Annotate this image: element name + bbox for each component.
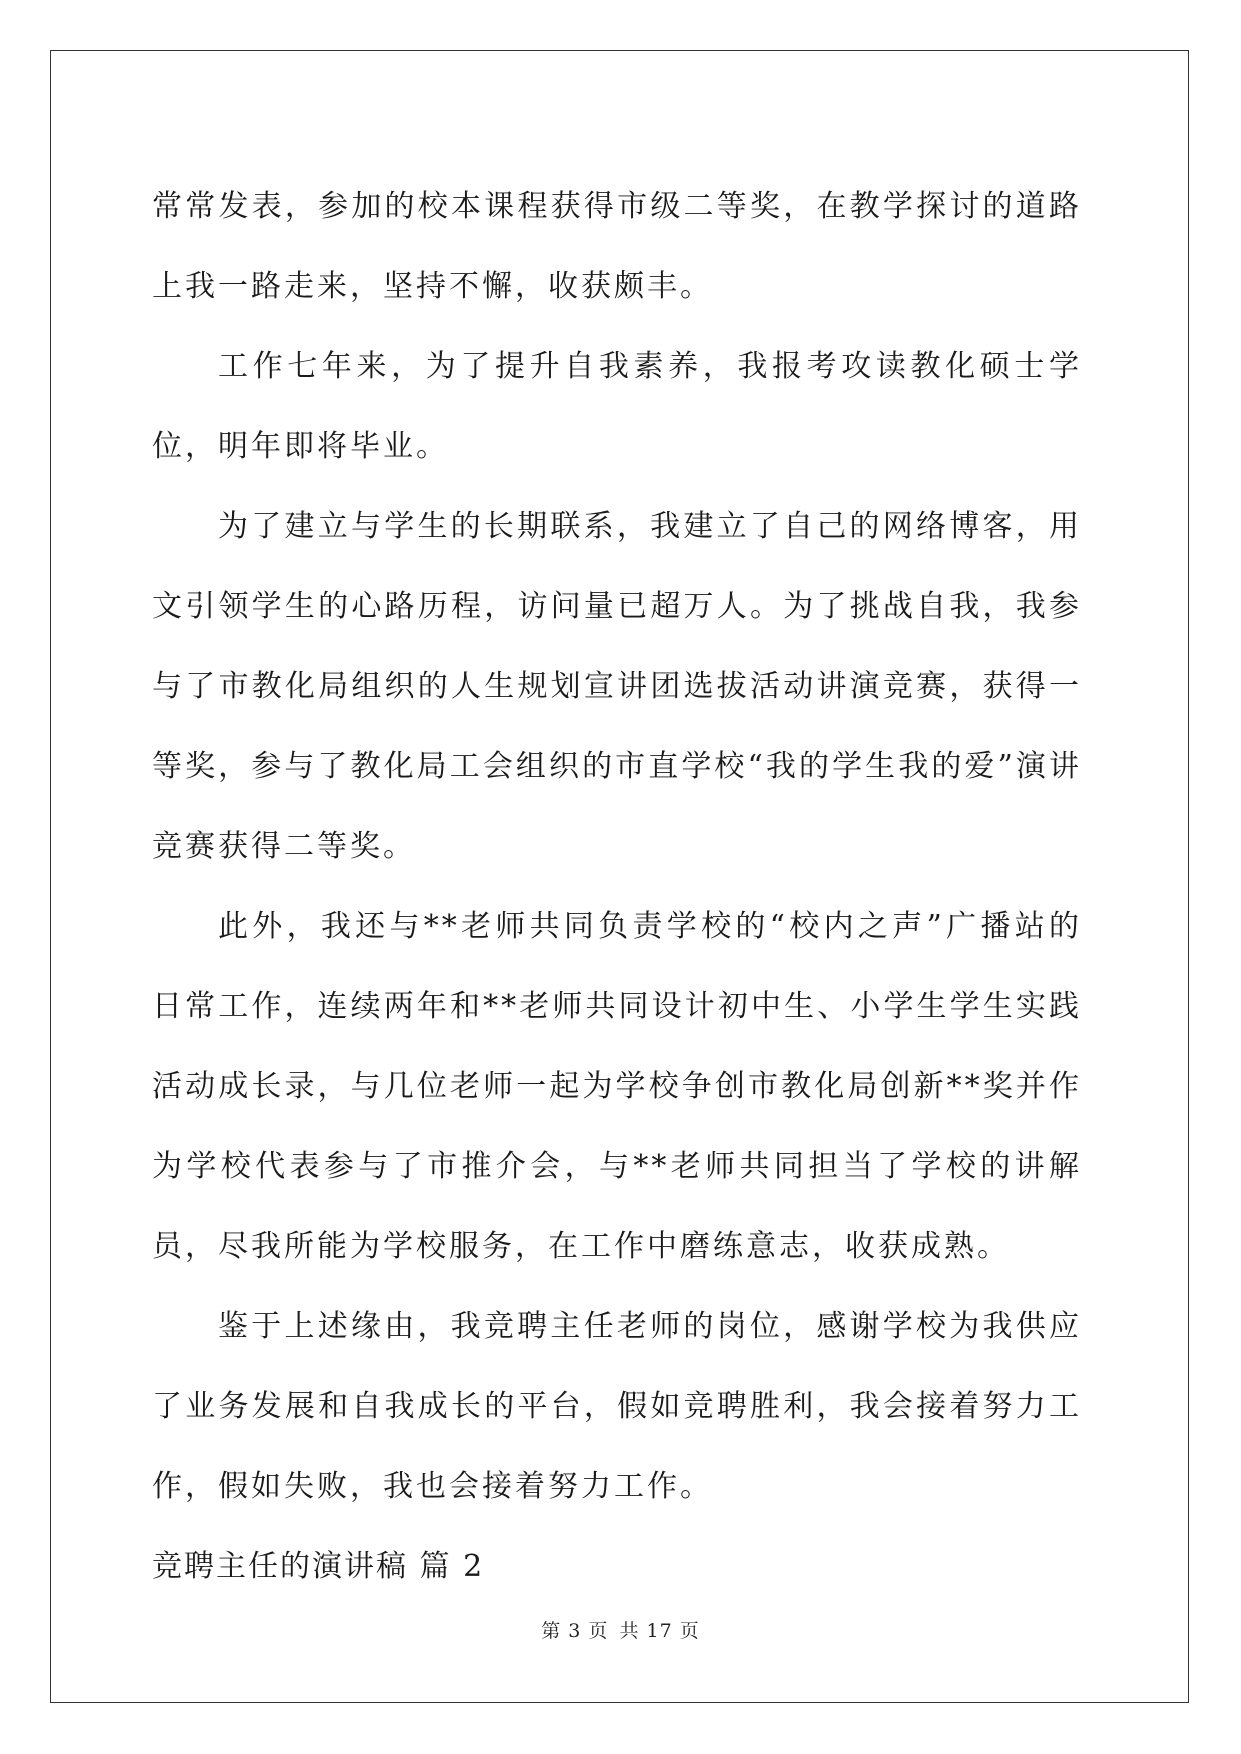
page-footer	[0, 1616, 1241, 1643]
paragraph-extra-work: 此外，我还与**老师共同负责学校的“校内之声”广播站的日常工作，连续两年和**老师共同设计初中生、小学生学生实践活动成长录，与几位老师一起为学校争创市教化局创新**奖并作为学校代表参与了市推介会，与**老师共同担当了学校的讲解员，尽我所能为学校服务，在工作中磨练意志，收获成熟。	[152, 909, 1082, 1264]
document-body	[152, 167, 1082, 1607]
paragraph-blog-and-contests: 为了建立与学生的长期联系，我建立了自己的网络博客，用文引领学生的心路历程，访问量已超万人。为了挑战自我，我参与了市教化局组织的人生规划宣讲团选拔活动讲演竞赛，获得一等奖，参与了教化局工会组织的市直学校“我的学生我的爱”演讲竞赛获得二等奖。	[152, 509, 1082, 864]
page-number: 第 3 页	[541, 1620, 609, 1642]
paragraph-continued: 常常发表，参加的校本课程获得市级二等奖，在教学探讨的道路上我一路走来，坚持不懈，收获颇丰。	[152, 189, 1082, 304]
section-heading: 竞聘主任的演讲稿 篇 2	[152, 1549, 485, 1584]
paragraph-degree: 工作七年来，为了提升自我素养，我报考攻读教化硕士学位，明年即将毕业。	[152, 349, 1082, 464]
paragraph-conclusion: 鉴于上述缘由，我竞聘主任老师的岗位，感谢学校为我供应了业务发展和自我成长的平台，假如竞聘胜利，我会接着努力工作，假如失败，我也会接着努力工作。	[152, 1309, 1082, 1504]
page-total: 共 17 页	[619, 1620, 700, 1642]
